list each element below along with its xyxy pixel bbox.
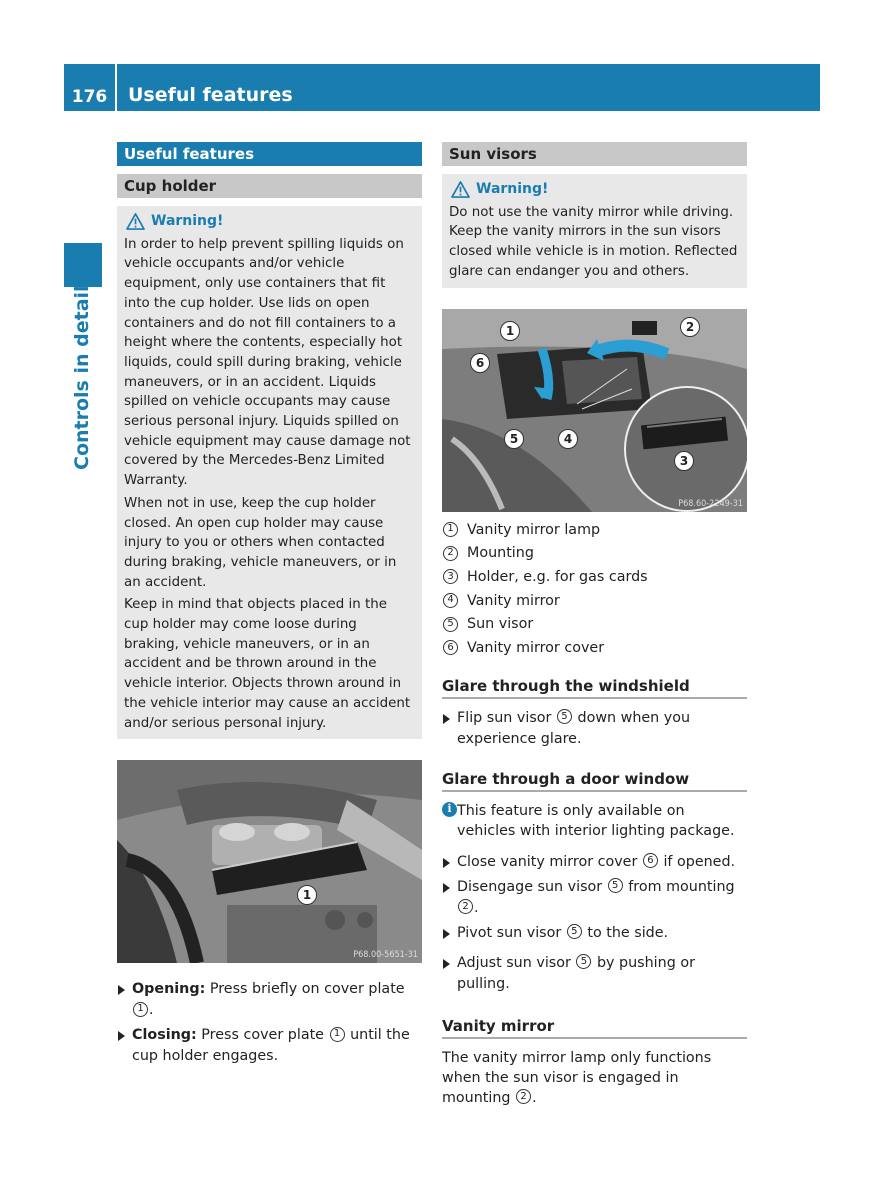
page-title: Useful features bbox=[128, 84, 293, 106]
sun-visor-warning-box bbox=[442, 174, 747, 288]
cup-holder-illustration bbox=[117, 760, 422, 963]
heading-vanity-mirror: Vanity mirror bbox=[442, 1017, 747, 1039]
legend-item: 2 Mounting bbox=[442, 542, 747, 566]
callout-1: 1 bbox=[297, 885, 317, 905]
callout-5: 5 bbox=[504, 429, 524, 449]
warning-paragraph: When not in use, keep the cup holder closed. An open cup holder may cause injury to you or others when contacted during braking, vehicle maneuvers, or in an accident. bbox=[124, 495, 397, 590]
warning-title: Warning! bbox=[151, 213, 224, 229]
sun-visor-legend bbox=[442, 519, 747, 661]
callout-4: 4 bbox=[558, 429, 578, 449]
ref-number: 6 bbox=[643, 853, 658, 868]
heading-glare-door-window: Glare through a door window bbox=[442, 770, 747, 792]
legend-item: 4 Vanity mirror bbox=[442, 590, 747, 614]
sun-visor-illustration bbox=[442, 309, 747, 512]
callout-2: 2 bbox=[680, 317, 700, 337]
ref-number: 1 bbox=[330, 1027, 345, 1042]
callout-1: 1 bbox=[500, 321, 520, 341]
step-close-cover: Close vanity mirror cover 6 if opened. bbox=[442, 852, 747, 873]
chapter-tab-marker bbox=[64, 243, 102, 287]
page-number: 176 bbox=[64, 64, 117, 111]
legend-item: 6 Vanity mirror cover bbox=[442, 637, 747, 661]
warning-triangle-icon bbox=[126, 213, 145, 230]
ref-number: 5 bbox=[576, 954, 591, 969]
section-title-sun-visors: Sun visors bbox=[442, 142, 747, 166]
step-flip-visor: Flip sun visor 5 down when you experience glare. bbox=[442, 708, 747, 750]
callout-3: 3 bbox=[674, 451, 694, 471]
legend-item: 1 Vanity mirror lamp bbox=[442, 519, 747, 543]
warning-triangle-icon bbox=[451, 181, 470, 198]
cup-holder-photo bbox=[117, 760, 422, 963]
warning-paragraph: Keep in mind that objects placed in the cup holder may come loose during braking, vehicle maneuvers, or in an accident and be thrown around in the vehicle interior. Objects thrown around in the vehicle interior may cause an accident and/or serious personal injury. bbox=[124, 597, 411, 731]
step-disengage-visor: Disengage sun visor 5 from mounting 2 . bbox=[442, 877, 747, 919]
ref-number: 5 bbox=[567, 924, 582, 939]
section-title-useful-features: Useful features bbox=[117, 142, 422, 166]
warning-paragraph: In order to help prevent spilling liquids on vehicle occupants and/or vehicle equipment, only use containers that fit into the cup holder. Use lids on open containers and do not fill containers to a height where the contents, especially hot liquids, could spill during braking, vehicle maneuvers, or in an accident. Liquids spilled on vehicle occupants may cause serious personal injury. Liquids spilled on vehicle equipment may cause damage not covered by the Mercedes-Benz Limited Warranty. bbox=[124, 236, 411, 489]
sun-visor-photo bbox=[442, 309, 747, 512]
heading-glare-windshield: Glare through the windshield bbox=[442, 677, 747, 699]
ref-number: 1 bbox=[133, 1002, 148, 1017]
warning-title: Warning! bbox=[476, 181, 549, 197]
left-column bbox=[117, 142, 422, 1071]
warning-paragraph: Do not use the vanity mirror while driving. Keep the vanity mirrors in the sun visors closed while vehicle is in motion. Reflected glare can endanger you and others. bbox=[449, 204, 738, 279]
step-opening: Opening: Press briefly on cover plate 1 . bbox=[117, 979, 422, 1021]
ref-number: 2 bbox=[516, 1089, 531, 1104]
info-note: i This feature is only available on vehicles with interior lighting package. bbox=[442, 801, 747, 841]
photo-reference: P68.00-5651-31 bbox=[353, 950, 418, 961]
callout-6: 6 bbox=[470, 353, 490, 373]
step-adjust-visor: Adjust sun visor 5 by pushing or pulling. bbox=[442, 953, 747, 995]
cup-holder-steps bbox=[117, 979, 422, 1067]
right-column bbox=[442, 142, 747, 1108]
warning-heading bbox=[124, 212, 415, 232]
subsection-title-cup-holder: Cup holder bbox=[117, 174, 422, 198]
photo-reference: P68.60-2249-31 bbox=[678, 498, 743, 509]
legend-item: 3 Holder, e.g. for gas cards bbox=[442, 566, 747, 590]
chapter-tab-label: Controls in detail bbox=[71, 285, 93, 470]
step-closing: Closing: Press cover plate 1 until the cup holder engages. bbox=[117, 1025, 422, 1067]
cup-holder-warning-box bbox=[117, 206, 422, 739]
ref-number: 5 bbox=[557, 709, 572, 724]
legend-item: 5 Sun visor bbox=[442, 613, 747, 637]
vanity-mirror-paragraph: The vanity mirror lamp only functions when the sun visor is engaged in mounting 2 . bbox=[442, 1049, 712, 1106]
ref-number: 5 bbox=[608, 878, 623, 893]
ref-number: 2 bbox=[458, 899, 473, 914]
step-pivot-visor: Pivot sun visor 5 to the side. bbox=[442, 923, 747, 944]
info-icon: i bbox=[442, 802, 457, 817]
warning-heading bbox=[449, 180, 740, 200]
